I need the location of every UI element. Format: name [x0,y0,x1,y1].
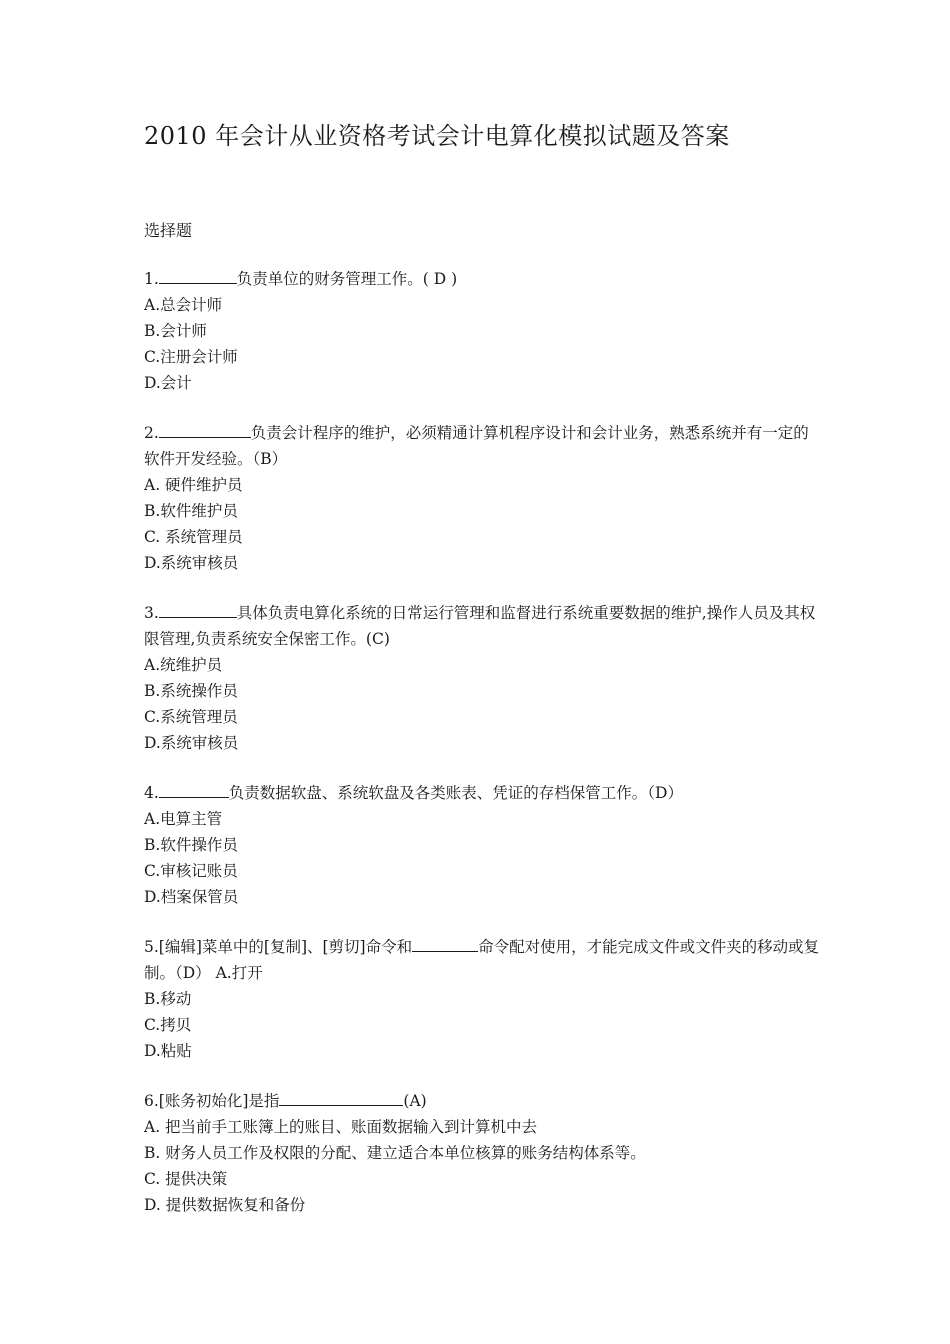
question-stem: 2. 负责会计程序的维护，必须精通计算机程序设计和会计业务，熟悉系统并有一定的软件开发经验。（B） [144,420,824,472]
option: A.统维护员 [144,656,223,674]
document-title: 2010 年会计从业资格考试会计电算化模拟试题及答案 [144,122,730,150]
option: A.总会计师 [144,296,223,314]
answer-blank [159,267,237,284]
answer-blank [412,935,478,952]
option: B.移动 [144,990,192,1008]
question-4 [144,780,824,910]
question-stem: 6.[账务初始化]是指 (A) [144,1088,824,1114]
option: B. 财务人员工作及权限的分配、建立适合本单位核算的账务结构体系等。 [144,1144,646,1162]
option: D.档案保管员 [144,888,239,906]
option: D.粘贴 [144,1042,192,1060]
option: D.系统审核员 [144,734,239,752]
question-stem: 4. 负责数据软盘、系统软盘及各类账表、凭证的存档保管工作。（D） [144,780,824,806]
option: B.系统操作员 [144,682,238,700]
section-heading: 选择题 [144,221,193,240]
option: C.拷贝 [144,1016,192,1034]
answer-blank [159,421,251,438]
option: C.审核记账员 [144,862,238,880]
question-2 [144,420,824,576]
answer-blank [159,781,229,798]
option: D. 提供数据恢复和备份 [144,1196,306,1214]
question-5 [144,934,824,1064]
answer-blank [279,1089,403,1106]
option: C.注册会计师 [144,348,238,366]
option: A.电算主管 [144,810,223,828]
option: A. 把当前手工账簿上的账目、账面数据输入到计算机中去 [144,1118,538,1136]
answer-blank [159,601,237,618]
option: C.系统管理员 [144,708,238,726]
option: D.会计 [144,374,192,392]
option: A. 硬件维护员 [144,476,243,494]
option: B.会计师 [144,322,207,340]
option: D.系统审核员 [144,554,239,572]
option: C. 提供决策 [144,1170,228,1188]
question-3 [144,600,824,756]
question-stem: 5.[编辑]菜单中的[复制]、[剪切]命令和 命令配对使用，才能完成文件或文件夹的移动或复制。（D） A.打开 [144,934,824,986]
question-6 [144,1088,824,1218]
option: C. 系统管理员 [144,528,243,546]
question-1 [144,266,824,396]
option: B.软件操作员 [144,836,238,854]
question-stem: 1. 负责单位的财务管理工作。( D ) [144,266,824,292]
option: B.软件维护员 [144,502,238,520]
question-stem: 3. 具体负责电算化系统的日常运行管理和监督进行系统重要数据的维护,操作人员及其权限管理,负责系统安全保密工作。(C) [144,600,824,652]
